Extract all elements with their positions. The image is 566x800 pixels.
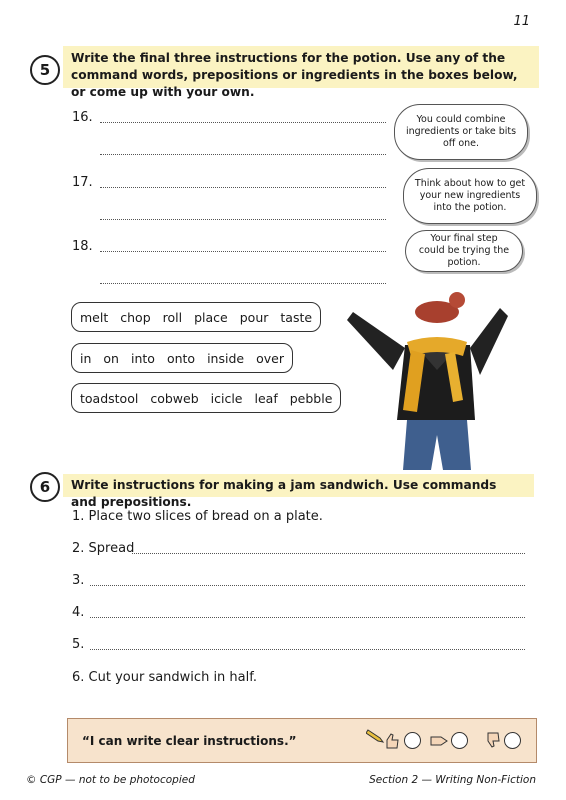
word: into [130, 350, 155, 366]
ingredients-box [71, 383, 341, 413]
answer-line-16[interactable] [72, 110, 93, 125]
word: pour [239, 309, 269, 325]
step-line-3[interactable]: 3. [72, 573, 85, 588]
dotted-line [100, 122, 386, 123]
word: onto [166, 350, 196, 366]
step-line-2[interactable]: 2. Spread [72, 541, 135, 556]
word: chop [120, 309, 151, 325]
step-line-5[interactable]: 5. [72, 637, 85, 652]
question-5-instruction: Write the final three instructions for the potion. Use any of the command words, prepositions or ingredients in the boxes below, or come up with your own. [63, 46, 539, 88]
word: pebble [289, 390, 333, 406]
word: on [103, 350, 119, 366]
command-words-box [71, 302, 321, 332]
step-line-1: 1. Place two slices of bread on a plate. [72, 509, 323, 524]
word: toadstool [80, 390, 139, 406]
step-line-6: 6. Cut your sandwich in half. [72, 670, 258, 685]
prepositions-box [71, 343, 293, 373]
word: inside [207, 350, 245, 366]
dotted-line [132, 553, 525, 554]
question-6-instruction: Write instructions for making a jam sandwich. Use commands and prepositions. [63, 474, 534, 497]
word: icicle [210, 390, 243, 406]
hint-bubble-1: You could combine ingredients or take bits off one. [394, 104, 528, 160]
word: cobweb [150, 390, 199, 406]
dotted-line [100, 283, 386, 284]
dotted-line [100, 154, 386, 155]
word: melt [80, 309, 109, 325]
dotted-line [90, 649, 525, 650]
answer-line-17[interactable] [72, 175, 93, 190]
dotted-line [90, 585, 525, 586]
item-label: 16. [72, 110, 93, 125]
word: roll [162, 309, 183, 325]
question-number-5: 5 [30, 55, 60, 85]
hint-bubble-2: Think about how to get your new ingredients into the potion. [403, 168, 537, 224]
word: leaf [254, 390, 278, 406]
self-assessment-quote: “I can write clear instructions.” [82, 734, 297, 748]
invisible-person-illustration [345, 290, 515, 470]
answer-line-18[interactable] [72, 239, 93, 254]
dotted-line [90, 617, 525, 618]
jeans-icon [403, 420, 471, 470]
copyright-text: © CGP — not to be photocopied [26, 774, 195, 786]
question-number-6: 6 [30, 472, 60, 502]
rating-circle-ok[interactable] [451, 732, 468, 749]
word: over [256, 350, 284, 366]
thumbs-up-icon [383, 732, 401, 750]
word: taste [280, 309, 313, 325]
item-label: 17. [72, 175, 93, 190]
section-label: Section 2 — Writing Non-Fiction [369, 774, 536, 786]
page-number: 11 [513, 14, 530, 29]
step-line-4[interactable]: 4. [72, 605, 85, 620]
thumbs-down-icon [484, 731, 502, 749]
thumbs-sideways-icon [429, 733, 449, 749]
word: in [80, 350, 92, 366]
rating-circle-good[interactable] [404, 732, 421, 749]
rating-circle-poor[interactable] [504, 732, 521, 749]
dotted-line [100, 219, 386, 220]
dotted-line [100, 251, 386, 252]
hint-bubble-3: Your final step could be trying the potion. [405, 230, 523, 272]
word: place [194, 309, 228, 325]
item-label: 18. [72, 239, 93, 254]
dotted-line [100, 187, 386, 188]
